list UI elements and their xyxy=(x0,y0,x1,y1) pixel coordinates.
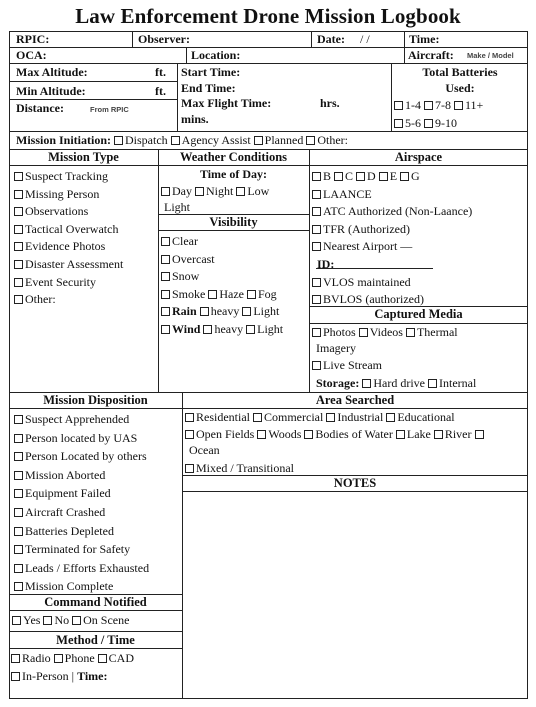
visibility-opt[interactable]: Haze xyxy=(208,287,244,301)
storage-opt[interactable]: Hard drive xyxy=(362,376,425,390)
batteries-title: Total Batteries xyxy=(422,65,498,79)
airspace-item[interactable]: Nearest Airport — xyxy=(312,238,472,256)
method-opt[interactable]: CAD xyxy=(98,651,134,665)
batteries-row1 xyxy=(394,98,483,113)
area-opt[interactable]: River xyxy=(434,427,472,441)
disposition-list xyxy=(14,410,149,596)
mission-type-item[interactable]: Evidence Photos xyxy=(14,238,123,256)
disposition-item[interactable]: Terminated for Safety xyxy=(14,540,149,559)
command-opt[interactable]: On Scene xyxy=(72,613,129,627)
initiation-opt[interactable]: Other: xyxy=(306,133,348,147)
disposition-item[interactable]: Mission Complete xyxy=(14,577,149,596)
area-opt[interactable]: Commercial xyxy=(253,410,323,424)
min-altitude-label: Min Altitude: xyxy=(16,84,86,98)
storage-row xyxy=(316,376,476,391)
area-searched-header: Area Searched xyxy=(315,393,395,407)
airspace-list xyxy=(312,168,472,309)
tod-continuation: Light xyxy=(164,200,190,214)
disposition-item[interactable]: Suspect Apprehended xyxy=(14,410,149,429)
disposition-item[interactable]: Batteries Depleted xyxy=(14,522,149,541)
rain-row xyxy=(161,303,283,321)
date-separators: / / xyxy=(360,32,370,46)
area-row-1 xyxy=(185,410,455,425)
disposition-item[interactable]: Equipment Failed xyxy=(14,484,149,503)
disposition-item[interactable]: Leads / Efforts Exhausted xyxy=(14,559,149,578)
media-opt[interactable]: Videos xyxy=(359,325,403,339)
command-notified-header: Command Notified xyxy=(44,595,147,609)
visibility-item[interactable]: Overcast xyxy=(161,251,283,269)
tod-opt[interactable]: Low xyxy=(236,184,269,198)
hrs-label: hrs. xyxy=(320,96,340,110)
batteries-used-label: Used: xyxy=(445,81,475,95)
airspace-header: Airspace xyxy=(394,150,443,164)
mission-disposition-header: Mission Disposition xyxy=(43,393,148,407)
area-opt[interactable]: Bodies of Water xyxy=(304,427,392,441)
command-opt[interactable]: Yes xyxy=(12,613,40,627)
initiation-opt[interactable]: Planned xyxy=(254,133,304,147)
airspace-item[interactable]: BVLOS (authorized) xyxy=(312,291,472,309)
area-row-2-continuation: Ocean xyxy=(189,443,220,457)
battery-opt[interactable]: 1-4 xyxy=(394,98,421,112)
mission-type-item[interactable]: Tactical Overwatch xyxy=(14,221,123,239)
visibility-opt[interactable]: Fog xyxy=(247,287,277,301)
min-altitude-unit: ft. xyxy=(155,84,166,98)
mission-initiation-row xyxy=(16,133,348,148)
mission-initiation-label: Mission Initiation: xyxy=(16,133,112,147)
mission-type-item[interactable]: Missing Person xyxy=(14,186,123,204)
visibility-opt[interactable]: Smoke xyxy=(161,287,205,301)
area-opt[interactable]: Woods xyxy=(257,427,301,441)
airspace-class[interactable]: G xyxy=(400,169,420,183)
visibility-item[interactable]: Snow xyxy=(161,268,283,286)
battery-opt[interactable]: 7-8 xyxy=(424,98,451,112)
method-time-label: Time: xyxy=(77,669,108,683)
distance-label: Distance: xyxy=(16,101,64,115)
mission-type-item[interactable]: Other: xyxy=(14,291,123,309)
rpic-label: RPIC: xyxy=(16,32,50,46)
area-opt[interactable]: Educational xyxy=(386,410,454,424)
command-opt[interactable]: No xyxy=(43,613,69,627)
area-opt[interactable]: Industrial xyxy=(326,410,383,424)
mission-type-item[interactable]: Observations xyxy=(14,203,123,221)
aircraft-label: Aircraft: xyxy=(408,48,454,62)
rain-label[interactable]: Rain xyxy=(172,304,197,319)
in-person-opt[interactable]: In-Person | xyxy=(11,669,74,683)
batteries-row2 xyxy=(394,116,457,131)
end-time-label: End Time: xyxy=(181,81,236,95)
disposition-item[interactable]: Person Located by others xyxy=(14,447,149,466)
mission-type-header: Mission Type xyxy=(48,150,119,164)
method-options xyxy=(11,651,134,666)
distance-hint: From RPIC xyxy=(90,105,129,114)
captured-media-header: Captured Media xyxy=(374,307,463,321)
mission-type-item[interactable]: Disaster Assessment xyxy=(14,256,123,274)
method-opt[interactable]: Phone xyxy=(54,651,95,665)
time-label: Time: xyxy=(409,32,440,46)
tod-opt[interactable]: Night xyxy=(195,184,233,198)
area-opt[interactable]: Residential xyxy=(185,410,250,424)
rain-opt[interactable]: Light xyxy=(242,304,279,318)
airspace-item[interactable]: LAANCE xyxy=(312,186,472,204)
initiation-opt[interactable]: Dispatch xyxy=(114,133,168,147)
notes-header: NOTES xyxy=(333,476,377,490)
tod-opt[interactable]: Day xyxy=(161,184,192,198)
mins-label: mins. xyxy=(181,112,209,126)
observer-label: Observer: xyxy=(138,32,190,46)
media-opt[interactable]: Photos xyxy=(312,325,356,339)
rain-opt[interactable]: heavy xyxy=(200,304,240,318)
wind-row xyxy=(161,321,283,339)
start-time-label: Start Time: xyxy=(181,65,241,79)
disposition-item[interactable]: Person located by UAS xyxy=(14,429,149,448)
battery-opt[interactable]: 5-6 xyxy=(394,116,421,130)
airport-id-label: ID: xyxy=(317,256,335,271)
area-opt[interactable]: Mixed / Transitional xyxy=(185,461,294,475)
mission-type-list xyxy=(14,168,123,309)
wind-opt[interactable]: heavy xyxy=(203,322,243,336)
visibility-item[interactable]: Clear xyxy=(161,233,283,251)
airspace-class[interactable]: E xyxy=(379,169,397,183)
area-opt[interactable]: Lake xyxy=(396,427,431,441)
aircraft-hint: Make / Model xyxy=(467,51,514,60)
max-flight-time-label: Max Flight Time: xyxy=(181,96,272,110)
media-continuation: Imagery xyxy=(316,341,356,355)
battery-opt[interactable]: 9-10 xyxy=(424,116,457,130)
airspace-classes xyxy=(312,168,472,186)
visibility-header: Visibility xyxy=(209,215,258,229)
method-opt[interactable]: Radio xyxy=(11,651,51,665)
initiation-opt[interactable]: Agency Assist xyxy=(171,133,251,147)
visibility-row-smoke xyxy=(161,286,283,304)
max-altitude-unit: ft. xyxy=(155,65,166,79)
storage-label: Storage: xyxy=(316,376,360,390)
airspace-item[interactable]: ATC Authorized (Non-Laance) xyxy=(312,203,472,221)
mission-type-item[interactable]: Suspect Tracking xyxy=(14,168,123,186)
battery-opt[interactable]: 11+ xyxy=(454,98,483,112)
date-label: Date: xyxy=(317,32,345,46)
page-title: Law Enforcement Drone Mission Logbook xyxy=(75,4,461,28)
wind-label[interactable]: Wind xyxy=(172,321,201,336)
media-opt[interactable]: Thermal xyxy=(406,325,458,339)
time-of-day-label: Time of Day: xyxy=(199,167,268,181)
visibility-list xyxy=(161,233,283,339)
in-person-row xyxy=(11,669,108,684)
area-row-2 xyxy=(185,427,486,442)
media-options xyxy=(312,325,458,340)
time-of-day-options xyxy=(161,184,269,199)
area-opt[interactable]: Open Fields xyxy=(185,427,254,441)
disposition-item[interactable]: Mission Aborted xyxy=(14,466,149,485)
disposition-item[interactable]: Aircraft Crashed xyxy=(14,503,149,522)
location-label: Location: xyxy=(191,48,241,62)
area-row-3 xyxy=(185,461,294,476)
wind-opt[interactable]: Light xyxy=(246,322,283,336)
max-altitude-label: Max Altitude: xyxy=(16,65,88,79)
mission-type-item[interactable]: Event Security xyxy=(14,274,123,292)
airspace-class[interactable]: B xyxy=(312,169,331,183)
command-options xyxy=(12,613,129,628)
airspace-class[interactable]: C xyxy=(334,169,353,183)
notes-area[interactable] xyxy=(183,492,527,698)
oca-label: OCA: xyxy=(16,48,47,62)
airspace-class[interactable]: D xyxy=(356,169,376,183)
storage-opt[interactable]: Internal xyxy=(428,376,476,390)
airspace-item[interactable]: TFR (Authorized) xyxy=(312,221,472,239)
airspace-item[interactable]: VLOS maintained xyxy=(312,274,472,292)
weather-header: Weather Conditions xyxy=(179,150,288,164)
live-stream-opt[interactable]: Live Stream xyxy=(312,358,382,373)
area-opt[interactable] xyxy=(475,427,486,441)
method-time-header: Method / Time xyxy=(56,633,135,647)
